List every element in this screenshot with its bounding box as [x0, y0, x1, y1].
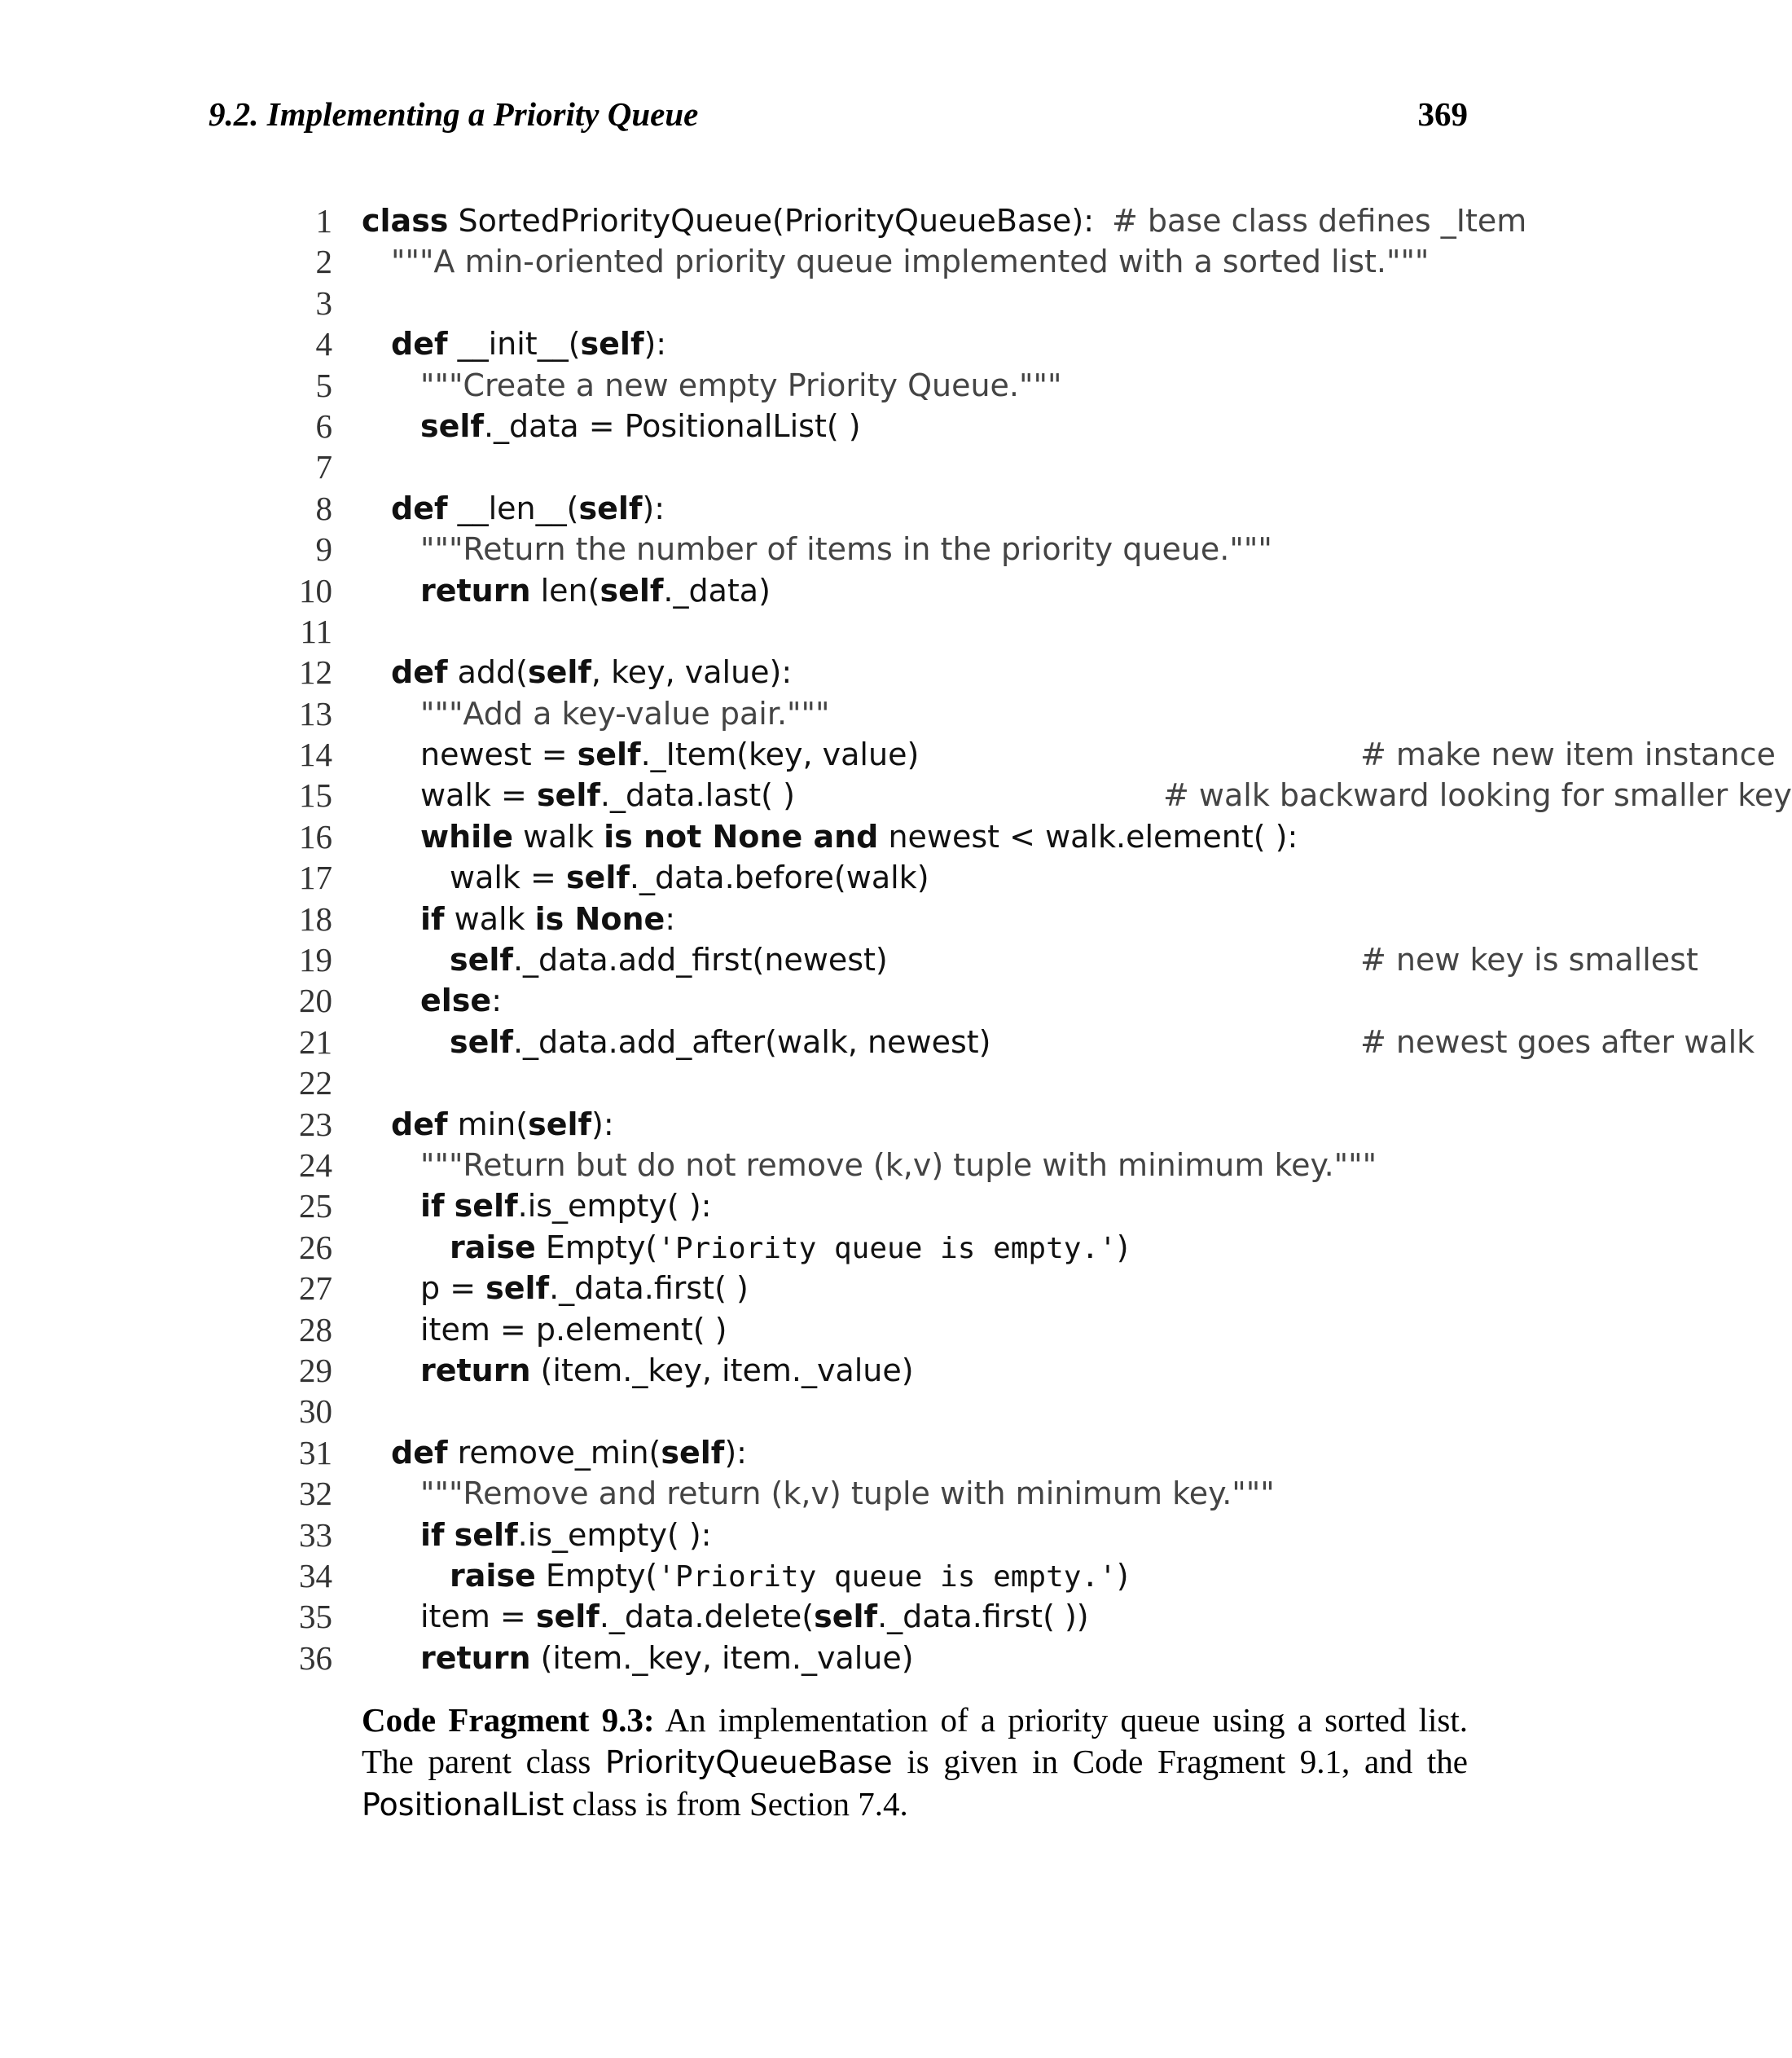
code-token: walk: [444, 900, 535, 937]
code-token: ._data.first( ): [549, 1270, 749, 1307]
keyword: def: [391, 654, 448, 691]
code-token: ._data.last( ): [600, 777, 795, 814]
line-number: 5: [315, 366, 332, 404]
keyword: self: [535, 1598, 600, 1635]
keyword: self: [580, 326, 644, 363]
caption-label: Code Fragment 9.3:: [362, 1701, 655, 1739]
code-token: SortedPriorityQueue(PriorityQueueBase):: [448, 203, 1095, 239]
string-literal: 'Priority queue is empty.': [657, 1559, 1117, 1594]
line-number: 18: [299, 899, 332, 938]
code-text: [420, 529, 1272, 569]
code-text: [420, 1350, 914, 1391]
docstring: """Return the number of items in the priority queue.""": [420, 531, 1272, 568]
code-text: [450, 1022, 991, 1062]
code-text: [420, 1268, 749, 1308]
code-token: walk: [512, 818, 604, 855]
code-text: [420, 365, 1061, 406]
code-token: .is_empty( ):: [517, 1188, 712, 1225]
line-number: 34: [299, 1556, 332, 1594]
code-text: [450, 857, 929, 898]
section-title: 9.2. Implementing a Priority Queue: [209, 95, 699, 133]
code-token: ):: [643, 326, 667, 363]
line-number: 24: [299, 1146, 332, 1184]
line-number: 3: [315, 284, 332, 322]
code-token: [445, 1188, 455, 1224]
docstring: """Add a key-value pair.""": [420, 695, 830, 732]
caption-class-1: PriorityQueueBase: [604, 1744, 893, 1780]
code-token: ):: [591, 1106, 614, 1142]
keyword: while: [420, 818, 513, 855]
line-number: 23: [299, 1105, 332, 1143]
code-comment: # new key is smallest: [1360, 942, 1698, 978]
line-number: 25: [299, 1187, 332, 1225]
line-number: 2: [315, 243, 332, 281]
keyword: self: [420, 407, 484, 444]
docstring: """Create a new empty Priority Queue.""": [420, 367, 1062, 403]
keyword: return: [420, 1639, 531, 1676]
keyword: self: [450, 942, 513, 978]
code-text: [391, 488, 665, 529]
code-token: Empty(: [535, 1229, 658, 1265]
code-token: newest < walk.element( ):: [878, 818, 1298, 855]
keyword: return: [420, 1352, 531, 1388]
code-text: [420, 980, 502, 1021]
running-header: [209, 95, 1468, 134]
code-text: [450, 1227, 1129, 1269]
code-token: ._data.before(walk): [629, 860, 929, 896]
code-text: [391, 652, 792, 693]
line-number: 32: [299, 1475, 332, 1513]
code-token: ._data): [663, 572, 771, 609]
keyword: def: [391, 1106, 448, 1142]
code-text: [391, 323, 666, 364]
line-number: 9: [315, 530, 332, 569]
code-text: [420, 1596, 1089, 1637]
keyword: self: [454, 1516, 518, 1553]
code-token: __init__(: [447, 326, 581, 363]
code-token: ._data = PositionalList( ): [483, 407, 861, 444]
code-text: [420, 570, 771, 611]
line-number: 13: [299, 694, 332, 732]
line-number: 22: [299, 1064, 332, 1102]
line-number: 4: [315, 325, 332, 363]
code-text: [420, 816, 1298, 857]
code-text: [450, 1555, 1129, 1598]
keyword: raise: [450, 1557, 536, 1594]
keyword: is None: [534, 900, 665, 937]
string-literal: 'Priority queue is empty.': [657, 1231, 1117, 1265]
code-token: :: [491, 983, 503, 1019]
docstring: """Remove and return (k,v) tuple with minimum key.""": [420, 1475, 1275, 1512]
line-number: 21: [299, 1022, 332, 1061]
keyword: def: [391, 1434, 448, 1471]
code-token: (item._key, item._value): [530, 1639, 914, 1676]
code-token: [445, 1517, 455, 1553]
code-text: [391, 241, 1429, 282]
code-token: walk =: [420, 777, 537, 814]
line-number: 29: [299, 1351, 332, 1389]
code-text: [420, 1638, 914, 1678]
code-token: walk =: [450, 860, 566, 896]
line-number: 11: [300, 612, 332, 650]
keyword: self: [577, 737, 641, 773]
code-text: [391, 1432, 747, 1473]
code-token: ._data.delete(: [599, 1598, 815, 1635]
code-token: ._data.add_first(newest): [512, 942, 888, 978]
code-token: ._data.first( )): [877, 1598, 1089, 1635]
line-number: 35: [299, 1598, 332, 1636]
code-text: [450, 939, 888, 980]
line-number: 28: [299, 1310, 332, 1348]
keyword: raise: [450, 1229, 536, 1265]
code-token: remove_min(: [447, 1434, 661, 1471]
keyword: def: [391, 326, 448, 363]
keyword: self: [600, 572, 664, 609]
code-text: [420, 1185, 711, 1226]
code-text: [420, 775, 795, 816]
line-number: 12: [299, 653, 332, 692]
line-number: 20: [299, 982, 332, 1020]
page-number: 369: [1417, 95, 1468, 133]
keyword: self: [565, 860, 630, 896]
code-token: newest =: [420, 737, 578, 773]
keyword: self: [454, 1188, 518, 1225]
line-number: 19: [299, 941, 332, 979]
code-token: ):: [724, 1434, 747, 1471]
code-text: [420, 1145, 1377, 1185]
code-token: len(: [530, 572, 600, 609]
line-number: 30: [299, 1392, 332, 1431]
caption-text-3: class is from Section 7.4.: [572, 1785, 908, 1823]
keyword: if: [420, 1516, 445, 1553]
code-token: Empty(: [535, 1557, 658, 1594]
keyword: self: [528, 1106, 592, 1142]
code-token: item =: [420, 1598, 536, 1635]
keyword: if: [420, 900, 445, 937]
keyword: self: [450, 1023, 513, 1060]
keyword: return: [420, 572, 531, 609]
code-token: ): [1116, 1229, 1129, 1265]
code-token: p =: [420, 1270, 486, 1307]
code-comment: # make new item instance: [1360, 737, 1776, 773]
code-comment: # walk backward looking for smaller key: [1163, 777, 1792, 814]
line-number: 10: [299, 571, 332, 609]
code-comment: # base class defines _Item: [1112, 203, 1527, 239]
line-number: 27: [299, 1269, 332, 1308]
code-text: [420, 693, 829, 734]
code-token: add(: [447, 654, 528, 691]
line-number: 1: [315, 202, 332, 240]
code-token: min(: [447, 1106, 529, 1142]
code-text: [391, 1104, 614, 1145]
line-number: 15: [299, 776, 332, 815]
code-token: ): [1116, 1557, 1129, 1594]
code-caption: [362, 1700, 1468, 1826]
code-text: [362, 200, 1094, 241]
code-token: ._data.add_after(walk, newest): [512, 1023, 991, 1060]
caption-class-2: PositionalList: [362, 1787, 564, 1823]
keyword: self: [527, 654, 591, 691]
line-number: 36: [299, 1638, 332, 1677]
keyword: else: [420, 983, 492, 1019]
code-text: [420, 1309, 727, 1350]
code-text: [420, 734, 919, 775]
line-number: 31: [299, 1433, 332, 1471]
keyword: self: [661, 1434, 725, 1471]
line-number: 6: [315, 407, 332, 445]
line-number: 14: [299, 736, 332, 774]
code-token: ):: [642, 490, 665, 526]
code-token: .is_empty( ):: [517, 1516, 712, 1553]
line-number: 17: [299, 859, 332, 897]
docstring: """Return but do not remove (k,v) tuple with minimum key.""": [420, 1146, 1377, 1183]
code-token: :: [665, 900, 676, 937]
keyword: def: [391, 490, 448, 526]
keyword: self: [536, 777, 600, 814]
caption-text-1: An implementation of a priority queue using a sorted list. The parent class: [362, 1701, 1468, 1780]
code-text: [420, 406, 861, 446]
code-text: [420, 899, 675, 939]
keyword: self: [814, 1598, 878, 1635]
line-number: 8: [315, 489, 332, 527]
keyword: class: [362, 203, 449, 239]
keyword: self: [485, 1270, 550, 1307]
code-text: [420, 1473, 1275, 1514]
line-number: 16: [299, 817, 332, 855]
code-token: ._Item(key, value): [640, 737, 920, 773]
line-number: 7: [315, 448, 332, 486]
line-number: 33: [299, 1515, 332, 1554]
keyword: self: [578, 490, 643, 526]
line-number: 26: [299, 1228, 332, 1266]
code-token: __len__(: [447, 490, 579, 526]
code-token: item = p.element( ): [420, 1311, 727, 1348]
code-token: , key, value):: [591, 654, 793, 691]
code-token: (item._key, item._value): [530, 1352, 914, 1388]
code-text: [420, 1515, 711, 1555]
code-comment: # newest goes after walk: [1360, 1023, 1755, 1060]
docstring: """A min-oriented priority queue implemented with a sorted list.""": [391, 244, 1430, 280]
keyword: is not None and: [604, 818, 879, 855]
keyword: if: [420, 1188, 445, 1225]
caption-text-2: is given in Code Fragment 9.1, and the: [907, 1743, 1468, 1780]
